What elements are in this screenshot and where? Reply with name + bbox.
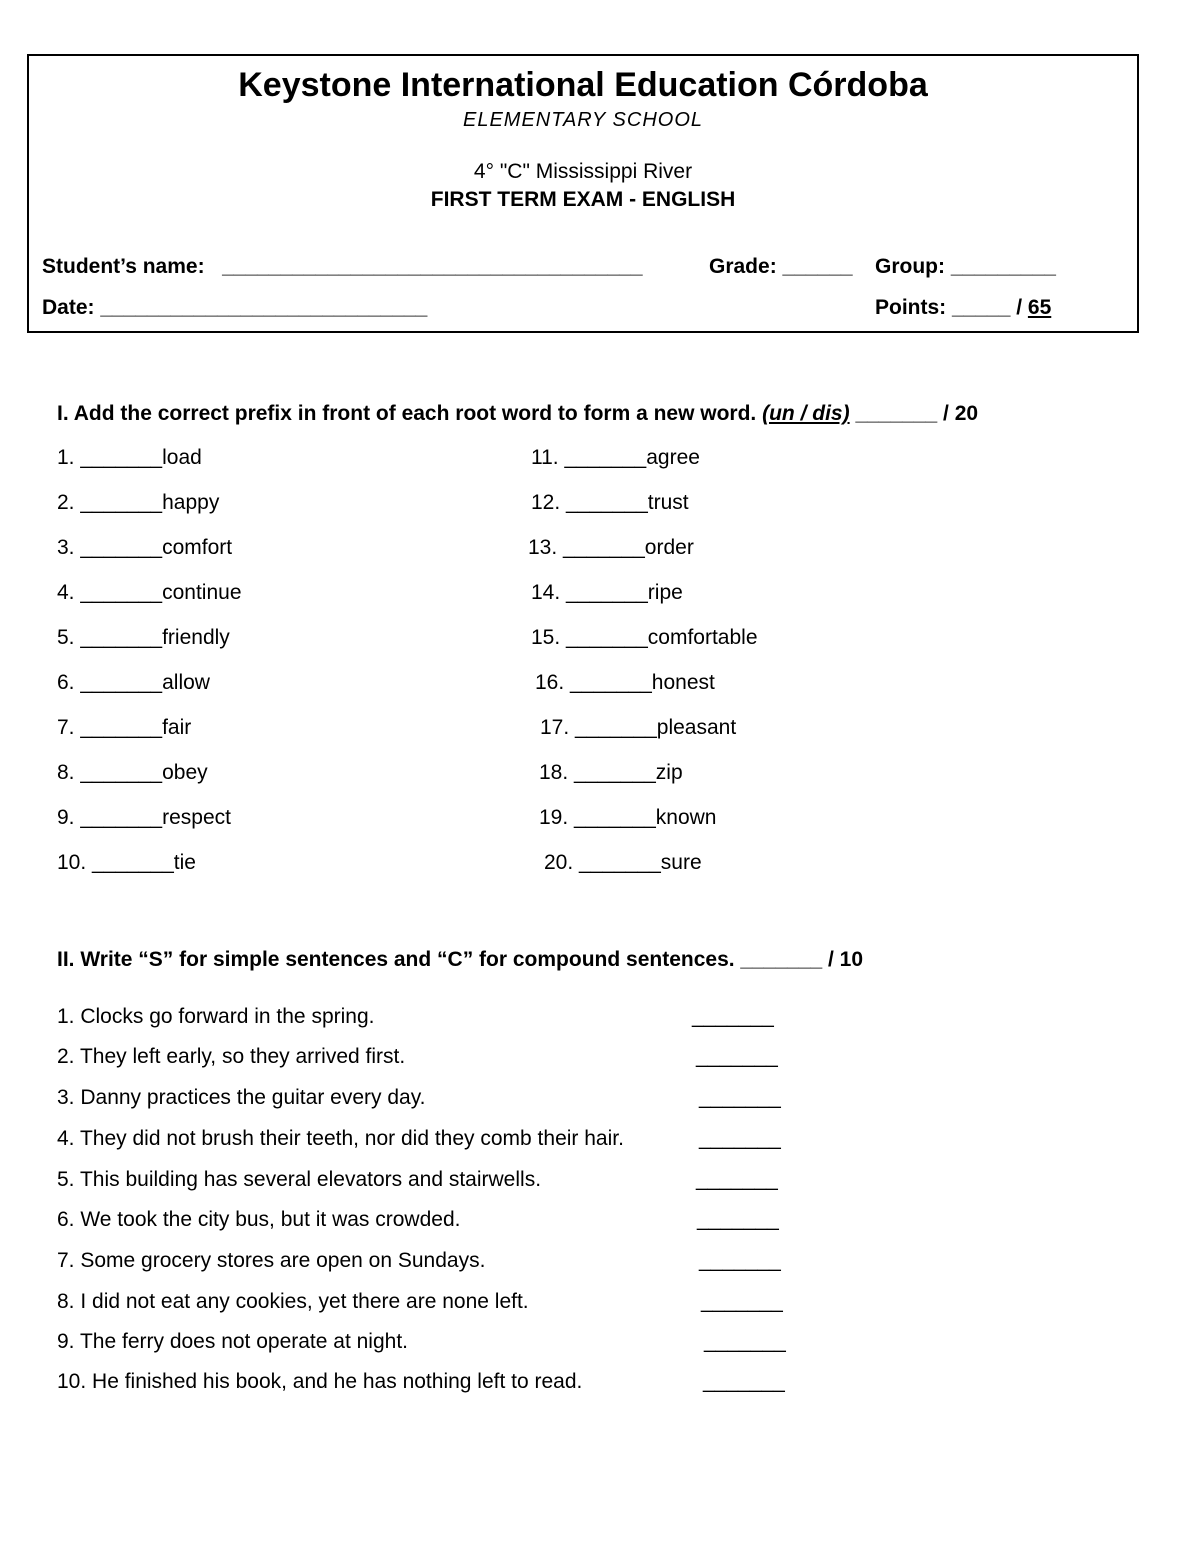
prefix-item-10[interactable]: 10. _______tie bbox=[57, 851, 196, 874]
answer-blank-2[interactable]: _______ bbox=[696, 1045, 778, 1068]
prefix-item-1[interactable]: 1. _______load bbox=[57, 446, 202, 469]
section2-title: II. Write “S” for simple sentences and “C” for compound sentences. _______ / 10 bbox=[57, 948, 864, 971]
section1-title bbox=[57, 402, 978, 426]
sentence-9: 9. The ferry does not operate at night. bbox=[57, 1330, 409, 1353]
prefix-item-11[interactable]: 11. _______agree bbox=[531, 446, 700, 469]
prefix-item-16[interactable]: 16. _______honest bbox=[535, 671, 715, 694]
prefix-item-6[interactable]: 6. _______allow bbox=[57, 671, 210, 694]
answer-blank-10[interactable]: _______ bbox=[703, 1370, 785, 1393]
prefix-item-18[interactable]: 18. _______zip bbox=[539, 761, 683, 784]
date-field[interactable]: Date: ____________________________ bbox=[42, 296, 428, 319]
sentence-1: 1. Clocks go forward in the spring. bbox=[57, 1005, 375, 1028]
answer-blank-1[interactable]: _______ bbox=[692, 1005, 774, 1028]
prefix-item-17[interactable]: 17. _______pleasant bbox=[540, 716, 737, 739]
sentence-8: 8. I did not eat any cookies, yet there are none left. bbox=[57, 1290, 529, 1313]
prefix-item-20[interactable]: 20. _______sure bbox=[544, 851, 702, 874]
class-line: 4° "C" Mississippi River bbox=[473, 160, 693, 183]
prefix-item-19[interactable]: 19. _______known bbox=[539, 806, 717, 829]
prefix-item-4[interactable]: 4. _______continue bbox=[57, 581, 242, 604]
group-field[interactable]: Group: _________ bbox=[875, 255, 1056, 278]
prefix-item-9[interactable]: 9. _______respect bbox=[57, 806, 231, 829]
answer-blank-6[interactable]: _______ bbox=[697, 1208, 779, 1231]
prefix-item-3[interactable]: 3. _______comfort bbox=[57, 536, 233, 559]
points-total: 65 bbox=[1027, 296, 1052, 319]
prefix-item-2[interactable]: 2. _______happy bbox=[57, 491, 220, 514]
prefix-item-7[interactable]: 7. _______fair bbox=[57, 716, 192, 739]
section1-instruction: I. Add the correct prefix in front of each root word to form a new word. bbox=[57, 402, 763, 425]
answer-blank-8[interactable]: _______ bbox=[701, 1290, 783, 1313]
sentence-4: 4. They did not brush their teeth, nor did they comb their hair. bbox=[57, 1127, 624, 1150]
sentence-2: 2. They left early, so they arrived first. bbox=[57, 1045, 406, 1068]
grade-field[interactable]: Grade: ______ bbox=[709, 255, 853, 278]
section1-hint: (un / dis) bbox=[762, 402, 850, 425]
points-field[interactable] bbox=[875, 296, 1051, 320]
exam-title: FIRST TERM EXAM - ENGLISH bbox=[430, 188, 736, 211]
answer-blank-7[interactable]: _______ bbox=[699, 1249, 781, 1272]
prefix-item-5[interactable]: 5. _______friendly bbox=[57, 626, 230, 649]
prefix-item-14[interactable]: 14. _______ripe bbox=[531, 581, 683, 604]
school-subtitle: ELEMENTARY SCHOOL bbox=[462, 109, 704, 131]
sentence-3: 3. Danny practices the guitar every day. bbox=[57, 1086, 426, 1109]
sentence-7: 7. Some grocery stores are open on Sundays. bbox=[57, 1249, 486, 1272]
exam-header bbox=[27, 54, 1139, 333]
sentence-5: 5. This building has several elevators and stairwells. bbox=[57, 1168, 542, 1191]
prefix-item-13[interactable]: 13. _______order bbox=[528, 536, 694, 559]
sentence-10: 10. He finished his book, and he has nothing left to read. bbox=[57, 1370, 583, 1393]
section1-score: _______ / 20 bbox=[849, 402, 979, 425]
answer-blank-4[interactable]: _______ bbox=[699, 1127, 781, 1150]
points-label: Points: _____ / bbox=[875, 296, 1028, 319]
prefix-item-15[interactable]: 15. _______comfortable bbox=[531, 626, 758, 649]
answer-blank-5[interactable]: _______ bbox=[696, 1168, 778, 1191]
prefix-item-12[interactable]: 12. _______trust bbox=[531, 491, 689, 514]
school-name: Keystone International Education Córdoba bbox=[238, 66, 928, 104]
answer-blank-3[interactable]: _______ bbox=[699, 1086, 781, 1109]
student-name-field[interactable]: Student’s name: ____________________________________ bbox=[42, 255, 643, 278]
answer-blank-9[interactable]: _______ bbox=[704, 1330, 786, 1353]
sentence-6: 6. We took the city bus, but it was crowded. bbox=[57, 1208, 461, 1231]
prefix-item-8[interactable]: 8. _______obey bbox=[57, 761, 208, 784]
